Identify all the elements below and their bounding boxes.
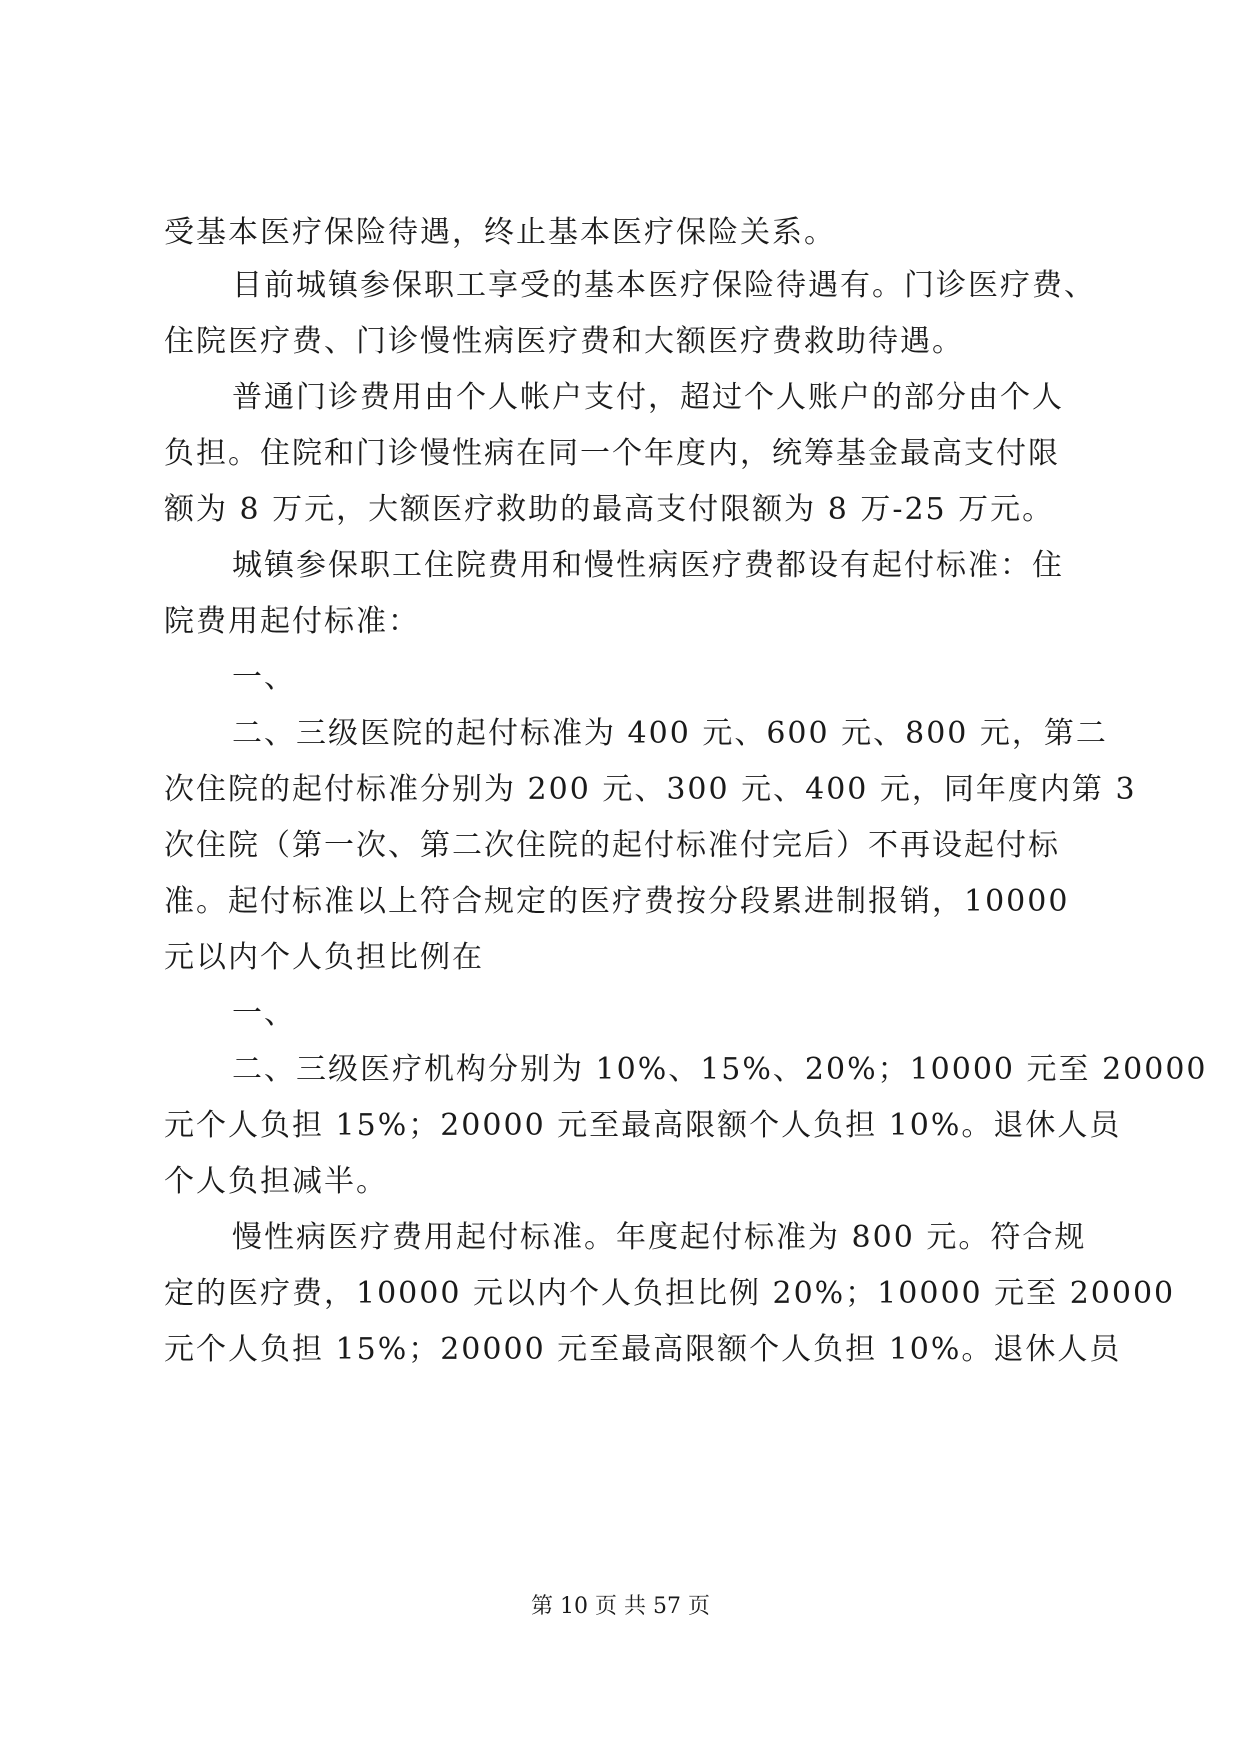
text-line: 次住院的起付标准分别为 200 元、300 元、400 元，同年度内第 3 — [164, 772, 1137, 807]
text-line: 二、三级医院的起付标准为 400 元、600 元、800 元，第二 — [232, 716, 1108, 751]
text-line: 住院医疗费、门诊慢性病医疗费和大额医疗费救助待遇。 — [164, 324, 964, 359]
text-line: 一、 — [232, 996, 296, 1031]
text-line: 院费用起付标准： — [164, 604, 420, 639]
text-line: 个人负担减半。 — [164, 1164, 388, 1199]
text-line: 准。起付标准以上符合规定的医疗费按分段累进制报销，10000 — [164, 884, 1070, 919]
text-line: 元以内个人负担比例在 — [164, 940, 484, 975]
text-line: 慢性病医疗费用起付标准。年度起付标准为 800 元。符合规 — [232, 1220, 1087, 1255]
text-line: 二、三级医疗机构分别为 10%、15%、20%；10000 元至 20000 — [232, 1052, 1208, 1087]
text-line: 城镇参保职工住院费用和慢性病医疗费都设有起付标准：住 — [232, 548, 1064, 583]
page-number: 第 10 页 共 57 页 — [531, 1594, 710, 1619]
text-line: 定的医疗费，10000 元以内个人负担比例 20%；10000 元至 20000 — [164, 1276, 1176, 1311]
text-line: 额为 8 万元，大额医疗救助的最高支付限额为 8 万-25 万元。 — [164, 492, 1055, 527]
text-line: 负担。住院和门诊慢性病在同一个年度内，统筹基金最高支付限 — [164, 436, 1060, 471]
text-line: 目前城镇参保职工享受的基本医疗保险待遇有。门诊医疗费、 — [232, 268, 1096, 303]
text-line: 元个人负担 15%；20000 元至最高限额个人负担 10%。退休人员 — [164, 1108, 1122, 1143]
text-line: 受基本医疗保险待遇，终止基本医疗保险关系。 — [164, 215, 836, 250]
text-line: 一、 — [232, 660, 296, 695]
text-line: 次住院（第一次、第二次住院的起付标准付完后）不再设起付标 — [164, 828, 1060, 863]
text-line: 普通门诊费用由个人帐户支付，超过个人账户的部分由个人 — [232, 380, 1064, 415]
text-line: 元个人负担 15%；20000 元至最高限额个人负担 10%。退休人员 — [164, 1332, 1122, 1367]
